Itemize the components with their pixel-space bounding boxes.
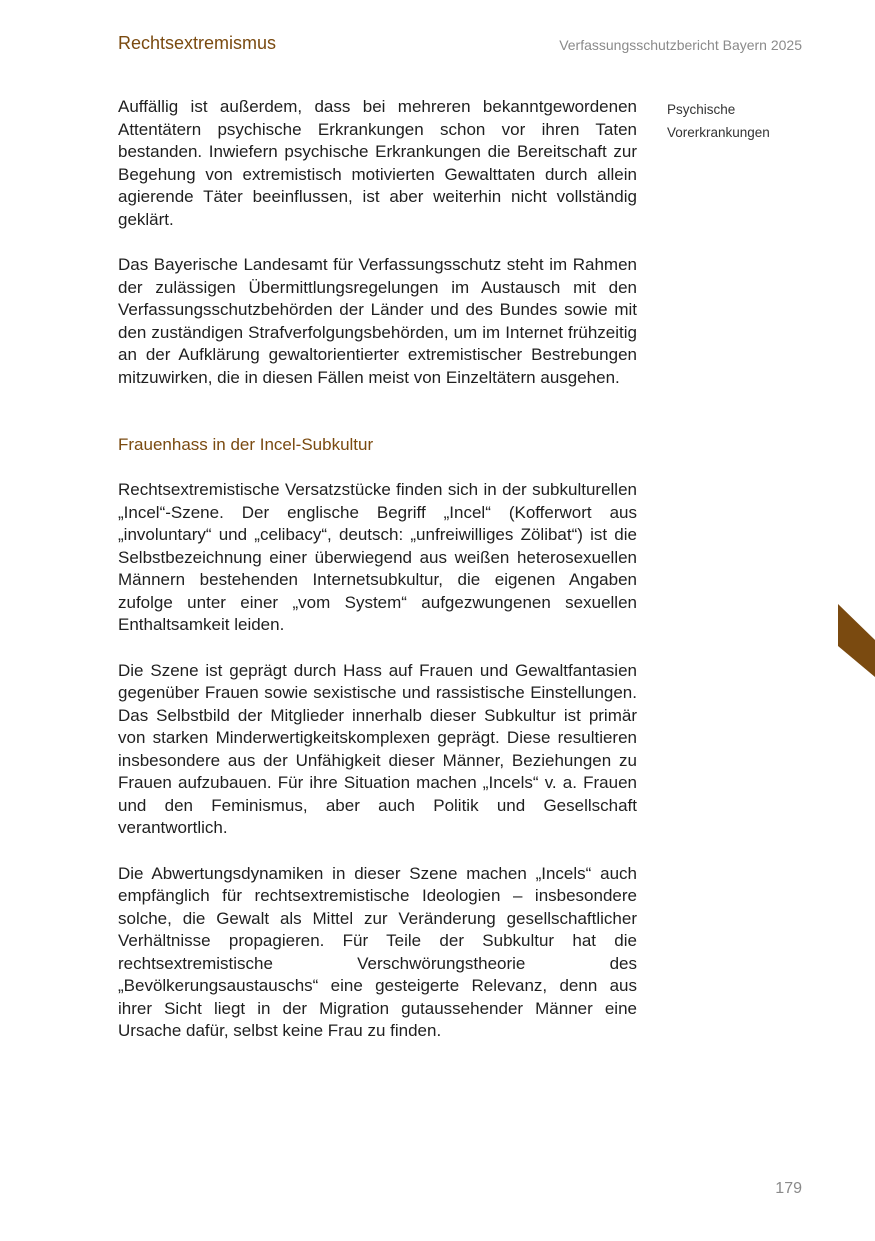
chapter-tab-marker <box>838 604 875 677</box>
header-section-title: Rechtsextremismus <box>118 33 277 53</box>
page-number: 179 <box>775 1180 802 1197</box>
margin-note-line: Vorerkrankungen <box>667 125 770 140</box>
paragraph: Die Abwertungsdynamiken in dieser Szene machen „Incels“ auch empfänglich für rechtsextremistische Ideologien – insbesondere solche, die Gewalt als Mittel zur Veränderung gesellschaftlicher Verhältnisse propagieren. Für Teile der Subkultur hat die rechtsextremistische Verschwörungstheorie des „Bevölkerungsaustauschs“ eine gesteigerte Relevanz, denn aus ihrer Sicht liegt in der Migration gutaussehender Männer eine Ursache dafür, selbst keine Frau zu finden. <box>118 863 637 1040</box>
section-heading: Frauenhass in der Incel-Subkultur <box>118 435 374 454</box>
margin-note-line: Psychische <box>667 102 736 117</box>
main-text-column <box>118 96 637 1043</box>
paragraph: Auffällig ist außerdem, dass bei mehreren bekanntgewordenen Attentätern psychische Erkrankungen schon vor ihren Taten bestanden. Inwiefern psychische Erkrankungen die Bereitschaft zur Begehung von extremistisch motivierten Gewalttaten durch allein agierende Täter beeinflussen, ist aber weiterhin nicht vollständig geklärt. <box>118 97 637 229</box>
margin-note <box>667 98 797 144</box>
paragraph: Die Szene ist geprägt durch Hass auf Frauen und Gewaltfantasien gegenüber Frauen sowie sexistische und rassistische Einstellungen. Das Selbstbild der Mitglieder innerhalb dieser Subkultur ist primär von starken Minderwertigkeitskomplexen geprägt. Diese resultieren insbesondere aus der Unfähigkeit dieser Männer, Beziehungen zu Frauen aufzubauen. Für ihre Situation machen „Incels“ v. a. Frauen und den Feminismus, aber auch Politik und Gesellschaft verantwortlich. <box>118 660 637 837</box>
paragraph: Das Bayerische Landesamt für Verfassungsschutz steht im Rahmen der zulässigen Übermittlungsregelungen im Austausch mit den Verfassungsschutzbehörden der Länder und des Bundes sowie mit den zuständigen Strafverfolgungsbehörden, um im Internet frühzeitig an der Aufklärung gewaltorientierter extremistischer Bestrebungen mitzuwirken, die in diesen Fällen meist von Einzeltätern ausgehen. <box>118 255 637 387</box>
header-publication-title: Verfassungsschutzbericht Bayern 2025 <box>559 37 802 53</box>
paragraph: Rechtsextremistische Versatzstücke finden sich in der subkulturellen „Incel“-Szene. Der englische Begriff „Incel“ (Kofferwort aus „involuntary“ und „celibacy“, deutsch: „unfreiwilliges Zölibat“) ist die Selbstbezeichnung einer überwiegend aus weißen heterosexuellen Männern bestehenden Internetsubkultur, die eigenen Angaben zufolge unter einer „vom System“ aufgezwungenen sexuellen Enthaltsamkeit leiden. <box>118 480 637 634</box>
